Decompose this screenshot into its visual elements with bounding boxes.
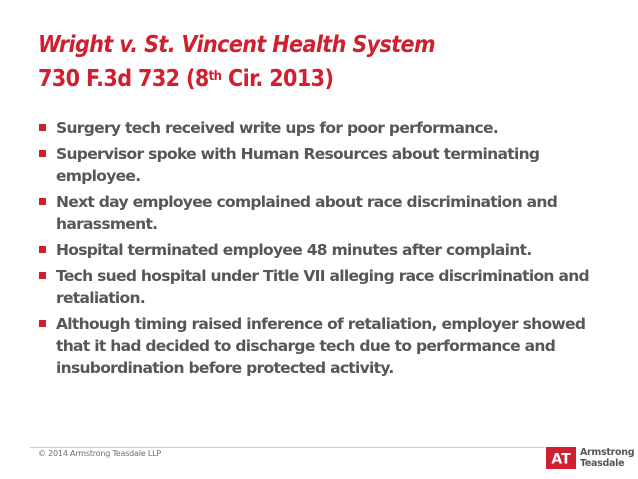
square-bullet-icon [39, 246, 46, 253]
square-bullet-icon [39, 320, 46, 327]
logo-name-line1: Armstrong [580, 447, 635, 458]
square-bullet-icon [39, 124, 46, 131]
logo-wordmark [580, 447, 634, 469]
bullet-text: Next day employee complained about race discrimination and harassment. [56, 193, 558, 233]
square-bullet-icon [39, 198, 46, 205]
armstrong-teasdale-logo [546, 443, 635, 473]
case-name: Wright v. St. Vincent Health System [38, 32, 435, 58]
bullet-text: Tech sued hospital under Title VII alleging race discrimination and retaliation. [56, 267, 589, 307]
bullet-item [38, 191, 598, 235]
bullet-text: Although timing raised inference of retaliation, employer showed that it had decided to discharge tech due to performance and insubordination before protected activity. [56, 315, 586, 377]
citation-end: Cir. 2013) [221, 66, 334, 92]
citation-main: 730 F.3d 732 (8 [38, 66, 209, 92]
footer-copyright: © 2014 Armstrong Teasdale LLP [38, 449, 161, 458]
logo-mark-text: AT [551, 451, 571, 468]
square-bullet-icon [39, 150, 46, 157]
case-citation [38, 62, 618, 96]
bullet-text: Supervisor spoke with Human Resources about terminating employee. [56, 145, 540, 185]
square-bullet-icon [39, 272, 46, 279]
bullet-item [38, 265, 598, 309]
bullet-item [38, 117, 598, 139]
bullet-item [38, 239, 598, 261]
bullet-text: Surgery tech received write ups for poor performance. [56, 119, 499, 137]
slide-title [38, 28, 618, 96]
footer-divider [30, 447, 545, 448]
bullet-list [38, 117, 598, 383]
bullet-item [38, 313, 598, 379]
bullet-item [38, 143, 598, 187]
bullet-text: Hospital terminated employee 48 minutes after complaint. [56, 241, 532, 259]
logo-name-line2: Teasdale [580, 458, 625, 469]
logo-mark-icon [546, 447, 576, 469]
citation-superscript: th [208, 69, 222, 84]
